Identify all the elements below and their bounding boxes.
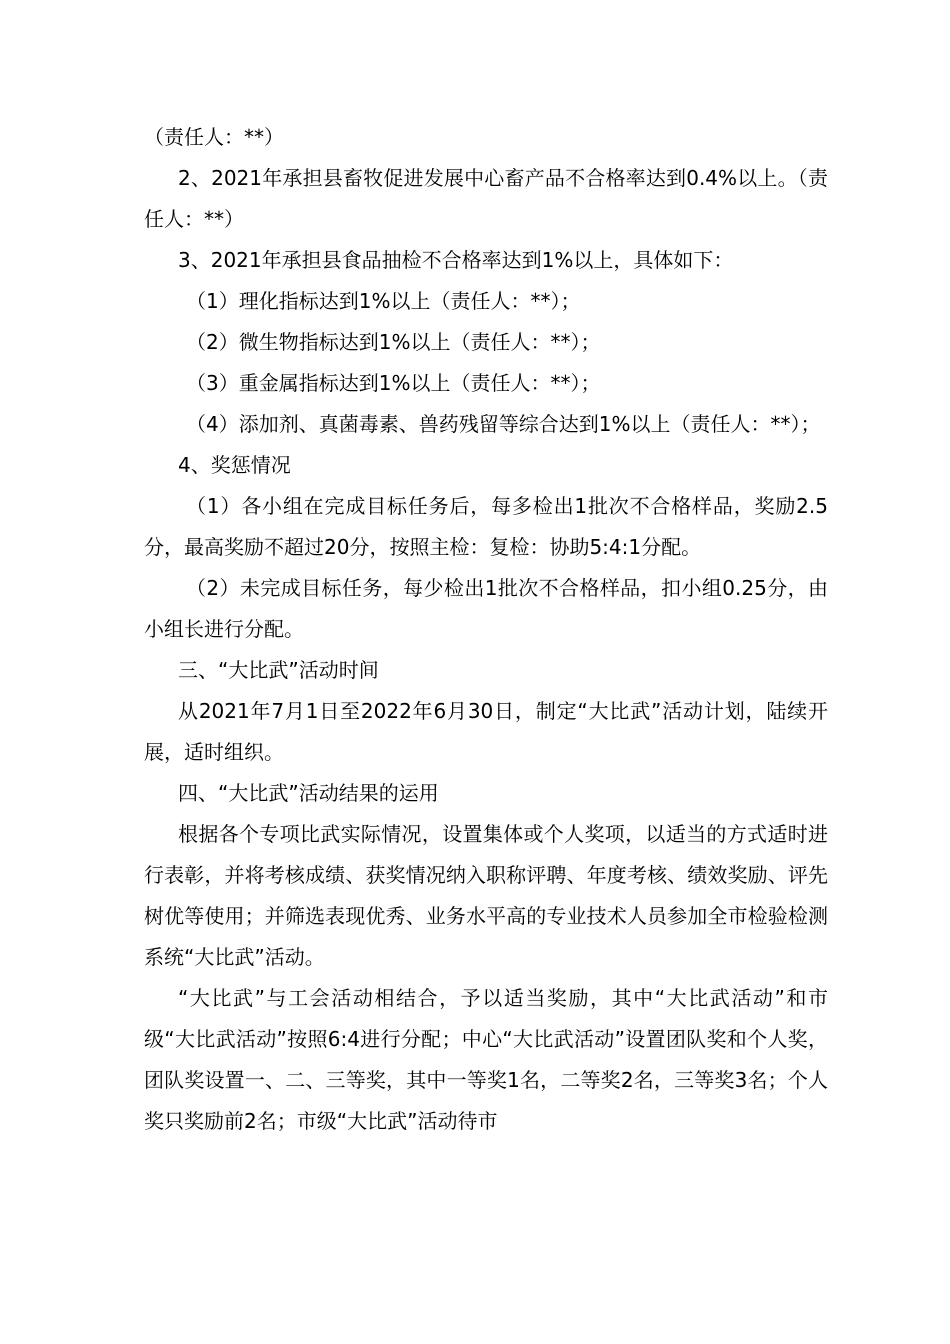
paragraph-sub-item-3: （3）重金属指标达到1%以上（责任人：**）； — [186, 371, 601, 395]
paragraph-responsible-person: （责任人：**） — [144, 125, 284, 149]
paragraph-reward-1: （1）各小组在完成目标任务后，每多检出1批次不合格样品，奖励2.5分，最高奖励不超过20分，按照主检：复检：协助5:4:1分配。 — [144, 494, 828, 559]
paragraph-reward-2: （2）未完成目标任务，每少检出1批次不合格样品，扣小组0.25分，由小组长进行分配。 — [144, 576, 828, 641]
paragraph-item-3: 3、2021年承担县食品抽检不合格率达到1%以上，具体如下： — [178, 248, 734, 272]
document-body — [144, 117, 828, 1142]
section-heading-3: 三、“大比武”活动时间 — [178, 658, 379, 682]
paragraph-item-4-heading: 4、奖惩情况 — [178, 453, 291, 477]
section-heading-4: 四、“大比武”活动结果的运用 — [178, 781, 439, 805]
paragraph-union-activity: “大比武”与工会活动相结合，予以适当奖励，其中“大比武活动”和市级“大比武活动”按照6:4进行分配；中心“大比武活动”设置团队奖和个人奖，团队奖设置一、二、三等奖，其中一等奖1名，二等奖2名，三等奖3名；个人奖只奖励前2名；市级“大比武”活动待市 — [144, 986, 828, 1133]
paragraph-sub-item-4: （4）添加剂、真菌毒素、兽药残留等综合达到1%以上（责任人：**）； — [186, 412, 821, 436]
paragraph-activity-time: 从2021年7月1日至2022年6月30日，制定“大比武”活动计划，陆续开展，适时组织。 — [144, 699, 828, 764]
paragraph-sub-item-1: （1）理化指标达到1%以上（责任人：**）； — [186, 289, 581, 313]
paragraph-results-usage: 根据各个专项比武实际情况，设置集体或个人奖项，以适当的方式适时进行表彰，并将考核成绩、获奖情况纳入职称评聘、年度考核、绩效奖励、评先树优等使用；并筛选表现优秀、业务水平高的专业技术人员参加全市检验检测系统“大比武”活动。 — [144, 822, 828, 969]
paragraph-sub-item-2: （2）微生物指标达到1%以上（责任人：**）； — [186, 330, 601, 354]
paragraph-item-2: 2、2021年承担县畜牧促进发展中心畜产品不合格率达到0.4%以上。（责任人：**） — [144, 166, 828, 231]
